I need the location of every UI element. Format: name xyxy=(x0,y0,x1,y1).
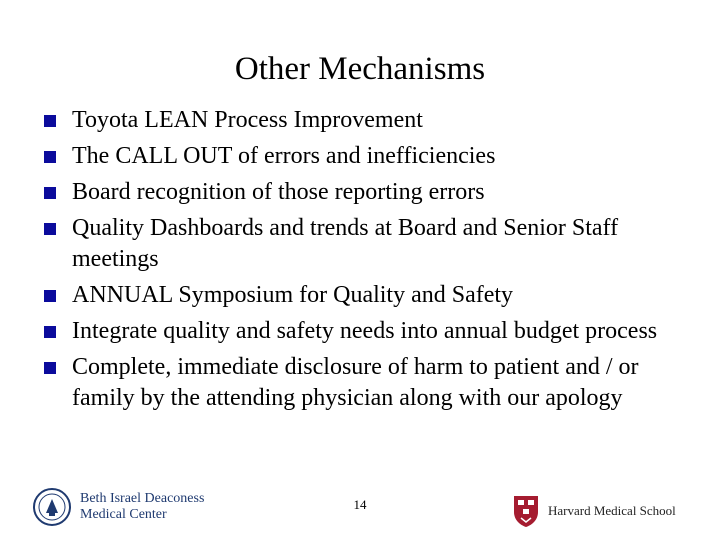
square-bullet-icon xyxy=(44,115,56,127)
slide-title: Other Mechanisms xyxy=(234,51,486,87)
page-number: 14 xyxy=(353,497,367,512)
bullet-item xyxy=(44,213,684,275)
bidmc-name xyxy=(80,491,204,523)
bullet-text: Board recognition of those reporting errors xyxy=(72,179,485,205)
bidmc-seal-icon xyxy=(32,487,72,527)
bullet-text: The CALL OUT of errors and inefficiencies xyxy=(72,143,496,169)
bidmc-name-line1: Beth Israel Deaconess xyxy=(80,491,205,506)
square-bullet-icon xyxy=(44,223,56,235)
square-bullet-icon xyxy=(44,151,56,163)
bullet-item xyxy=(44,280,684,311)
square-bullet-icon xyxy=(44,187,56,199)
bullet-text: Complete, immediate disclosure of harm to patient and / or family by the attending physician along with our apology xyxy=(72,354,639,411)
harvard-shield-icon xyxy=(512,494,540,528)
bullet-item xyxy=(44,141,684,172)
bullet-item xyxy=(44,352,684,414)
bullet-item xyxy=(44,177,684,208)
bullet-text: Toyota LEAN Process Improvement xyxy=(72,107,423,133)
harvard-medical-school-logo xyxy=(512,494,692,534)
bullet-text: Integrate quality and safety needs into annual budget process xyxy=(72,318,658,344)
bullet-item xyxy=(44,316,684,347)
harvard-medical-school-name: Harvard Medical School xyxy=(548,503,676,518)
bidmc-logo xyxy=(32,487,232,529)
bullet-text: Quality Dashboards and trends at Board and Senior Staff meetings xyxy=(72,215,619,272)
bidmc-name-line2: Medical Center xyxy=(80,507,167,522)
square-bullet-icon xyxy=(44,290,56,302)
square-bullet-icon xyxy=(44,326,56,338)
bullet-text: ANNUAL Symposium for Quality and Safety xyxy=(72,282,514,308)
bullet-item xyxy=(44,105,684,136)
square-bullet-icon xyxy=(44,362,56,374)
bullet-list xyxy=(44,105,684,419)
